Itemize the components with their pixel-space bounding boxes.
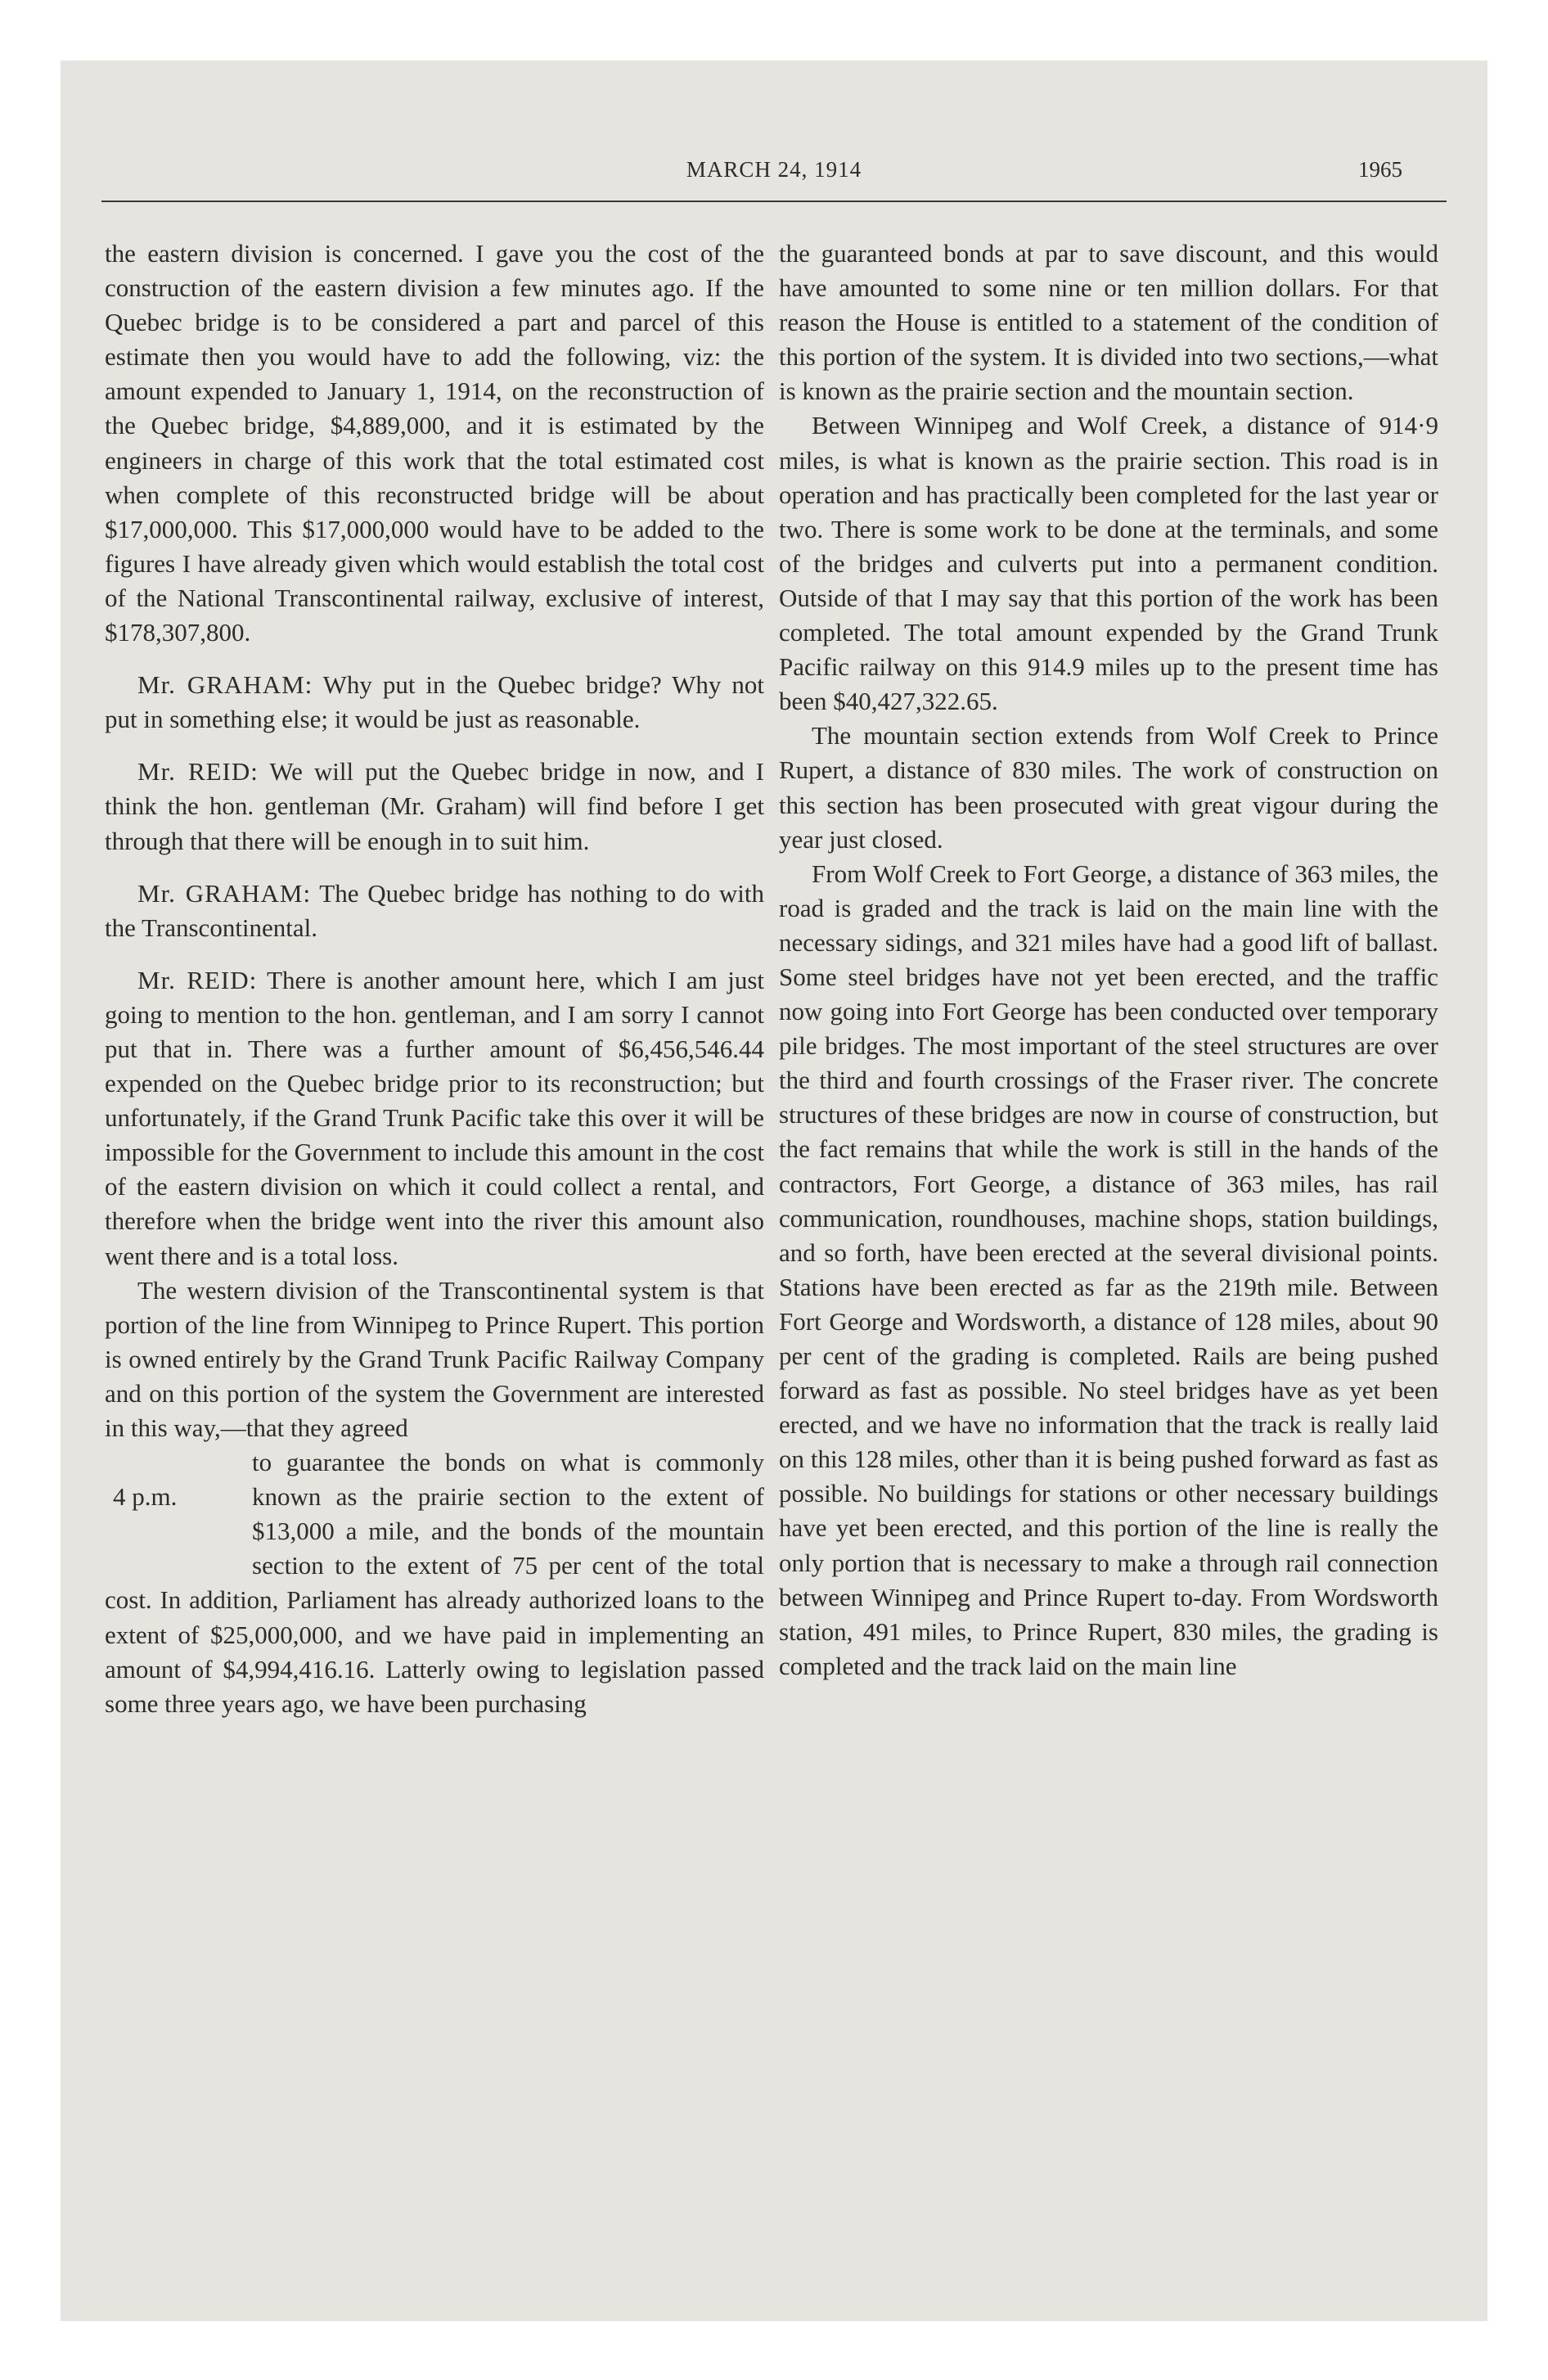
- speaker-name: Mr. GRAHAM:: [137, 670, 313, 700]
- paragraph: Between Winnipeg and Wolf Creek, a distance of 914·9 miles, is what is known as the prairie section. This road is in operation and has practically been completed for the last year or two. There is some work to be done at the terminals, and some of the bridges and culverts put into a permanent condition. Outside of that I may say that this portion of the work has been completed. The total amount expended by the Grand Trunk Pacific railway on this 914.9 miles up to the present time has been $40,427,322.65.: [779, 411, 1438, 716]
- speech-paragraph: [105, 877, 764, 945]
- speaker-name: Mr. REID:: [137, 965, 258, 994]
- speech-text: The Quebec bridge has nothing to do with the Transcontinental.: [105, 878, 764, 942]
- paragraph: [105, 1273, 764, 1445]
- paragraph: the guaranteed bonds at par to save discount, and this would have amounted to some nine or ten million dollars. For that reason the House is entitled to a statement of the condition of this portion of the system. It is divided into two sections,—what is known as the prairie section and the mountain section.: [779, 239, 1438, 406]
- time-note-text: 4 p.m.: [113, 1482, 178, 1512]
- speech-text: We will put the Quebec bridge in now, and I think the hon. gentleman (Mr. Graham) will find before I get through that there will be enough in to suit him.: [105, 757, 764, 855]
- paragraph: the eastern division is concerned. I gave you the cost of the construction of the eastern division a few minutes ago. If the Quebec bridge is to be considered a part and parcel of this estimate then you would have to add the following, viz: the amount expended to January 1, 1914, on the reconstruction of the Quebec bridge, $4,889,000, and it is estimated by the engineers in charge of this work that the total estimated cost when complete of this reconstructed bridge will be about $17,000,000. This $17,000,000 would have to be added to the figures I have already given which would establish the total cost of the National Transcontinental railway, exclusive of interest, $178,307,800.: [105, 239, 764, 647]
- time-margin-note: [105, 1445, 252, 1583]
- header-rule: [101, 201, 1447, 202]
- speech-paragraph: [105, 755, 764, 858]
- paragraph-text: to guarantee the bonds on what is commonly known as the prairie section to the extent of $13,000 a mile, and the bonds of the mountain section to the extent of 75 per cent of the total cost. In addition, Parliament has already authorized loans to the extent of $25,000,000, and we have paid in implementing an amount of $4,994,416.16. Latterly owing to legislation passed some three years ago, we have been purchasing: [105, 1448, 764, 1718]
- speech-paragraph: [105, 963, 764, 1273]
- speech-paragraph: [105, 668, 764, 737]
- left-column: [105, 237, 764, 1721]
- speech-text: There is another amount here, which I am just going to mention to the hon. gentleman, and I am sorry I cannot put that in. There was a further amount of $6,456,546.44 expended on the Quebec bridge prior to its reconstruction; but unfortunately, if the Grand Trunk Pacific take this over it will be impossible for the Government to include this amount in the cost of the eastern division on which it could collect a rental, and therefore when the bridge went into the river this amount also went there and is a total loss.: [105, 965, 764, 1270]
- paragraph: The mountain section extends from Wolf Creek to Prince Rupert, a distance of 830 miles. The work of construction on this section has been prosecuted with great vigour during the year just closed.: [779, 721, 1438, 854]
- paragraph-text: The western division of the Transcontinental system is that portion of the line from Winnipeg to Prince Rupert. This portion is owned entirely by the Grand Trunk Pacific Railway Company and on this portion of the system the Government are interested in this way,—that they agreed: [105, 1275, 764, 1442]
- document-page: [61, 61, 1487, 2321]
- speaker-name: Mr. GRAHAM:: [137, 878, 312, 908]
- speech-text: Why put in the Quebec bridge? Why not put in something else; it would be just as reasonable.: [105, 670, 764, 734]
- running-head: [61, 157, 1487, 190]
- page-number: 1965: [1358, 157, 1402, 182]
- paragraph: From Wolf Creek to Fort George, a distance of 363 miles, the road is graded and the track is laid on the main line with the necessary sidings, and 321 miles have had a good lift of ballast. Some steel bridges have not yet been erected, and the traffic now going into Fort George has been conducted over temporary pile bridges. The most important of the steel structures are over the third and fourth crossings of the Fraser river. The concrete structures of these bridges are now in course of construction, but the fact remains that while the work is still in the hands of the contractors, Fort George, a distance of 363 miles, has rail communication, roundhouses, machine shops, station buildings, and so forth, have been erected at the several divisional points. Stations have been erected as far as the 219th mile. Between Fort George and Wordsworth, a distance of 128 miles, about 90 per cent of the grading is completed. Rails are being pushed forward as fast as possible. No steel bridges have as yet been erected, and we have no information that the track is really laid on this 128 miles, other than it is being pushed forward as fast as possible. No buildings for stations or other necessary buildings have yet been erected, and this portion of the line is really the only portion that is necessary to make a through rail connection between Winnipeg and Prince Rupert to-day. From Wordsworth station, 491 miles, to Prince Rupert, 830 miles, the grading is completed and the track laid on the main line: [779, 859, 1438, 1680]
- paragraph-continuation: [105, 1445, 764, 1721]
- right-column: [779, 237, 1438, 1684]
- speaker-name: Mr. REID:: [137, 757, 259, 787]
- page-date: MARCH 24, 1914: [686, 157, 862, 182]
